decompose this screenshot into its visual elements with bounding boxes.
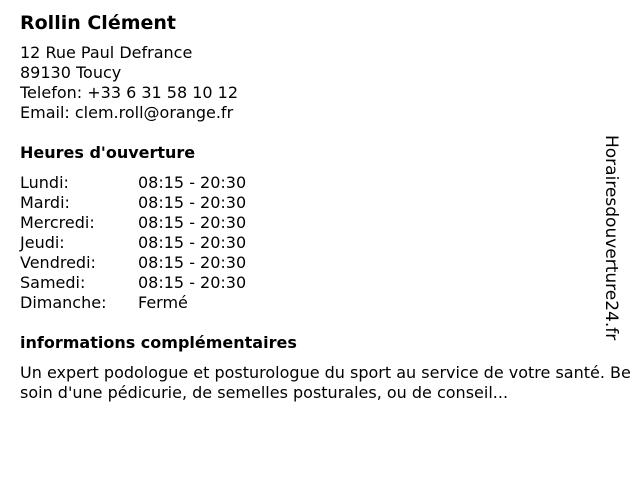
day-label: Vendredi: [20,253,96,272]
time-range: 08:15 - 20:30 [138,233,247,252]
opening-hours-table [20,173,632,313]
additional-info-heading: informations complémentaires [20,333,297,352]
time-range: 08:15 - 20:30 [138,173,247,192]
day-label: Samedi: [20,273,86,292]
business-description: Un expert podologue et posturologue du sport au service de votre santé. Besoin d'une pédicurie, de semelles posturales, ou de conseil... [20,363,631,402]
day-label: Lundi: [20,173,69,192]
day-label: Mercredi: [20,213,95,232]
opening-hours-heading: Heures d'ouverture [20,143,196,162]
time-range: 08:15 - 20:30 [138,273,247,292]
hours-row-tuesday [20,193,632,213]
contact-block [20,43,632,123]
business-card [20,10,632,403]
time-range: 08:15 - 20:30 [138,193,247,212]
phone-number: Telefon: +33 6 31 58 10 12 [20,83,239,102]
watermark-text: Horairesdouverture24.fr [601,135,621,341]
watermark [594,135,628,345]
time-range: 08:15 - 20:30 [138,253,247,272]
day-label: Mardi: [20,193,70,212]
time-range: Fermé [138,293,188,312]
address-street: 12 Rue Paul Defrance [20,43,193,62]
time-range: 08:15 - 20:30 [138,213,247,232]
hours-row-friday [20,253,632,273]
hours-row-monday [20,173,632,193]
business-name: Rollin Clément [20,12,176,34]
hours-row-thursday [20,233,632,253]
address-city: 89130 Toucy [20,63,122,82]
day-label: Jeudi: [20,233,65,252]
hours-row-sunday [20,293,632,313]
hours-row-saturday [20,273,632,293]
email-address: Email: clem.roll@orange.fr [20,103,234,122]
hours-row-wednesday [20,213,632,233]
day-label: Dimanche: [20,293,107,312]
